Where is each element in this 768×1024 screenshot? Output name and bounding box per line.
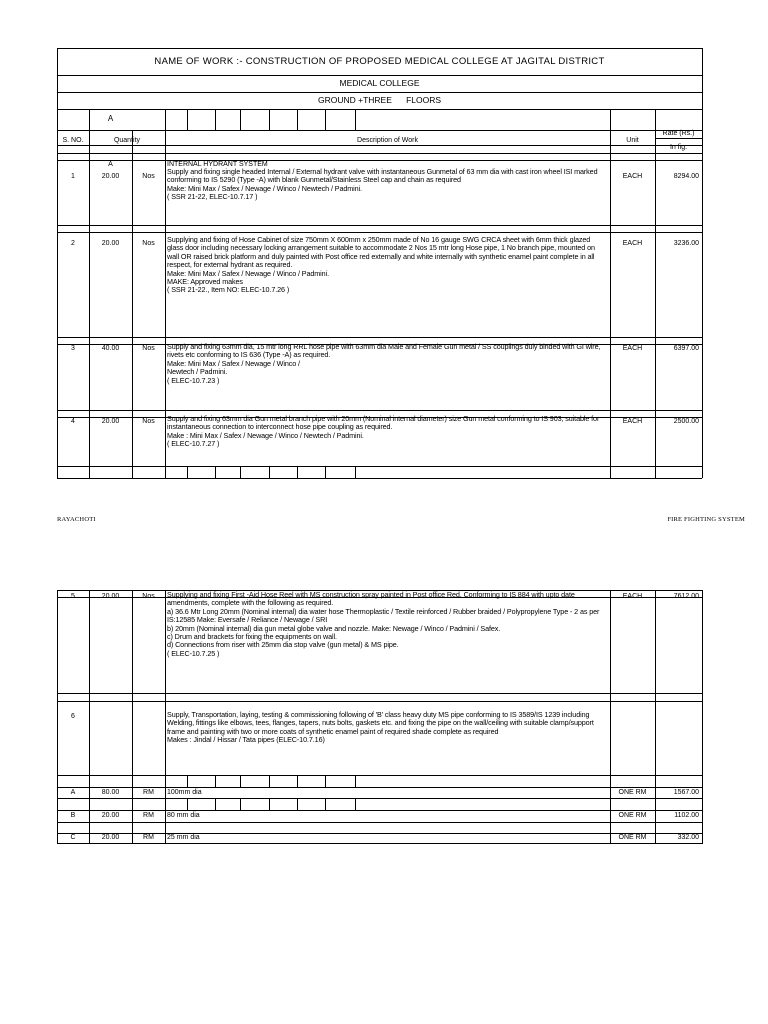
item-unit: EACH [622, 345, 643, 352]
item-sno: 4 [71, 418, 75, 425]
sub-item-unit-short: RM [143, 812, 154, 819]
item-description: Supply and fixing single headed Internal / External hydrant valve with instantaneous Gunmetal of 63 mm dia with cast iron wheel ISI marked conforming to IS 5290 (Type -A) with blank Gunmetal/Stainless Steel cap and chain as required Make: Mini Max / Safex / Newage / Winco / Newtech / Padmini. ( SSR 21-22, ELEC-10.7.17 ) [167, 167, 598, 202]
sub-item-qty: 20.00 [101, 834, 120, 841]
col-header-sno: S. NO. [62, 137, 84, 144]
sub-item-sno: C [70, 834, 76, 841]
item-qty: 20.00 [101, 173, 120, 180]
sub-item-rate: 1102.00 [674, 812, 699, 819]
sub-item-unit-short: RM [143, 834, 154, 841]
sub-item-unit: ONE RM [618, 789, 647, 796]
item-sno: 3 [71, 345, 75, 352]
sub-item-sno: B [70, 812, 76, 819]
sub-item-description: 80 mm dia [167, 812, 200, 819]
sub-item-description: 25 mm dia [167, 834, 200, 841]
item-qty: 20.00 [101, 240, 120, 247]
sub-item-qty: 80.00 [101, 789, 120, 796]
item-description: Supply and fixing 63mm dia Gun metal branch pipe with 20mm (Nominal internal diameter) size Gun metal conforming to IS 903, suitable for instantaneous connection to interconnect hose pipe coupling as required. Make : Mini Max / Safex / Newage / Winco / Newtech / Padmini. ( ELEC-10.7.27 ) [167, 414, 600, 449]
item-unit-short: Nos [142, 240, 155, 247]
item-sno: 2 [71, 240, 75, 247]
boq-table-part-2 [57, 590, 702, 844]
sub-item-qty: 20.00 [101, 812, 120, 819]
col-header-description: Description of Work [357, 137, 418, 144]
sub-item-unit: ONE RM [618, 812, 647, 819]
section-title: INTERNAL HYDRANT SYSTEM [167, 161, 268, 168]
sub-item-rate: 332.00 [677, 834, 699, 841]
footer-left: RAYACHOTI [57, 516, 96, 523]
item-qty: 20.00 [101, 593, 120, 600]
item-unit-short: Nos [142, 593, 155, 600]
item-sno: 5 [71, 593, 75, 600]
item-unit: EACH [622, 593, 643, 600]
item-sno: 1 [71, 173, 75, 180]
sub-item-unit-short: RM [143, 789, 154, 796]
section-sno: A [108, 161, 113, 168]
sub-item-description: 100mm dia [167, 789, 202, 796]
item-unit-short: Nos [142, 173, 155, 180]
item-qty: 20.00 [101, 418, 120, 425]
col-header-quantity: Quantity [113, 137, 141, 144]
item-description: Supply, Transportation, laying, testing & commissioning following of 'B' class heavy duty MS pipe conforming to IS 3589/IS 1239 including Welding, fittings like elbows, tees, flanges, tapers, nuts bolts, gaskets etc. and fixing the pipe on the wall/ceiling with suitable clamp/support frame and painting with two or more coats of synthetic enamel paint of required shade complete as required Makes : Jindal / Hissar / Tata pipes (ELEC-10.7.16) [167, 710, 594, 745]
col-header-rate-sub: In fig. [669, 144, 688, 151]
sub-item-unit: ONE RM [618, 834, 647, 841]
sub-item-rate: 1567.00 [673, 789, 699, 796]
item-unit: EACH [622, 173, 643, 180]
item-rate: 7612.00 [673, 593, 699, 600]
item-rate: 6397.00 [673, 345, 699, 352]
col-header-unit: Unit [626, 137, 639, 144]
item-rate: 8294.00 [673, 173, 699, 180]
item-unit-short: Nos [142, 418, 155, 425]
section-marker: A [107, 114, 114, 123]
item-description: Supplying and fixing of Hose Cabinet of size 750mm X 600mm x 250mm made of No 16 gauge SWG CRCA sheet with 6mm thick glazed glass door including necessary locking arrangement suitable to accommodate 2 Nos 15 mtr long Hose pipe, 1 No branch pipe, mounted on wall OR raised brick platform and duly painted with Post office red externally and white internally with synthetic enamel paint complete in all respect, for external hydrant as required. Make: Mini Max / Safex / Newage / Winco / Padmini. MAKE: Approved makes ( SSR 21-22., Item NO: ELEC-10.7.26 ) [167, 235, 595, 295]
building-heading: MEDICAL COLLEGE [339, 78, 420, 88]
sub-item-sno: A [70, 789, 76, 796]
item-qty: 40.00 [101, 345, 120, 352]
item-unit: EACH [622, 240, 643, 247]
item-unit-short: Nos [142, 345, 155, 352]
col-header-rate: Rate (Rs.) [662, 130, 695, 137]
boq-table-part-1 [57, 48, 702, 478]
item-unit: EACH [622, 418, 643, 425]
floors-heading: GROUND +THREE FLOORS [317, 95, 442, 105]
footer-right: FIRE FIGHTING SYSTEM [667, 516, 745, 523]
item-description: Supply and fixing 63mm dia, 15 mtr long RRL hose pipe with 63mm dia Male and Female Gun metal / SS couplings duly binded with GI wire, rivets etc conforming to IS 636 (Type -A) as required. Make: Mini Max / Safex / Newage / Winco / Newtech / Padmini. ( ELEC-10.7.23 ) [167, 342, 601, 385]
item-rate: 3236.00 [673, 240, 699, 247]
item-description: Supplying and fixing First -Aid Hose Reel with MS construction spray painted in Post office Red, Conforming to IS 884 with upto date amendments, complete with the following as required. a) 36.6 Mtr Long 20mm (Nominal internal) dia water hose Thermoplastic / Textile reinforced / Rubber braided / Polypropylene Type - 2 as per IS:12585 Make: Eversafe / Reliance / Newage / SRI b) 20mm (Nominal internal) dia gun metal globe valve and nozzle. Make: Newage / Winco / Padmini / Safex. c) Drum and brackets for fixing the equipments on wall. d) Connections from riser with 25mm dia stop valve (gun metal) & MS pipe. ( ELEC-10.7.25 ) [167, 590, 600, 658]
item-rate: 2500.00 [673, 418, 699, 425]
name-of-work-heading: NAME OF WORK :- CONSTRUCTION OF PROPOSED MEDICAL COLLEGE AT JAGITAL DISTRICT [154, 56, 605, 67]
item-sno: 6 [71, 713, 75, 720]
